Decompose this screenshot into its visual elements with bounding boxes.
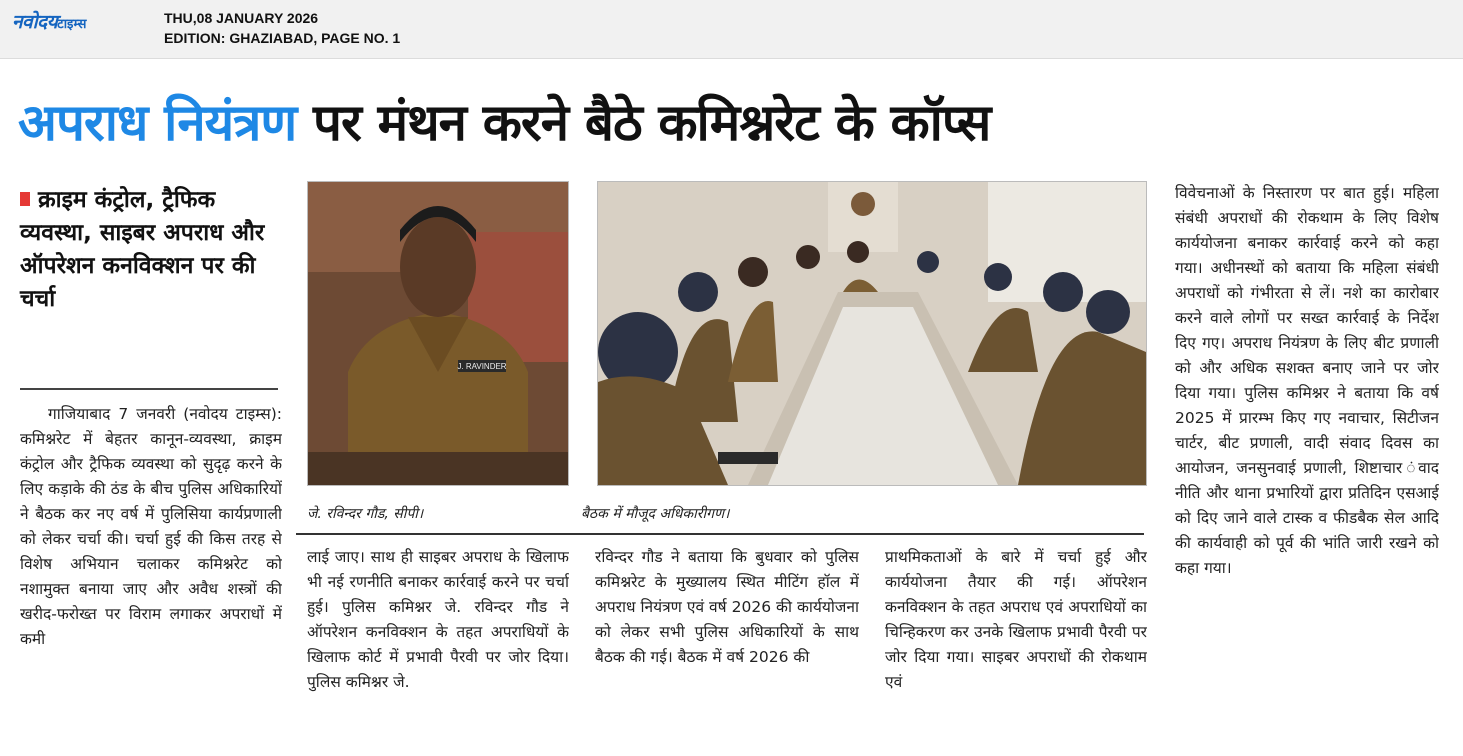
red-square-icon xyxy=(20,192,30,206)
commissioner-photo-illustration xyxy=(308,182,568,485)
edition-page: EDITION: GHAZIABAD, PAGE NO. 1 xyxy=(164,30,401,46)
article-column-3: रविन्दर गौड ने बताया कि बुधवार को पुलिस कमिश्नरेट के मुख्यालय स्थित मीटिंग हॉल में अपराध नियंत्रण एवं वर्ष 2026 की कार्ययोजना को लेकर सभी पुलिस अधिकारियों के साथ बैठक की गई। बैठक में वर्ष 2026 की xyxy=(595,548,859,666)
logo-sub: टाइम्स xyxy=(57,17,87,32)
photo2-caption: बैठक में मौजूद अधिकारीगण। xyxy=(581,506,730,522)
name-badge: J. RAVINDER xyxy=(457,362,507,371)
edition-info xyxy=(164,8,400,48)
commissioner-photo xyxy=(307,181,569,486)
masthead-bar xyxy=(0,0,1463,59)
headline-rest: पर मंथन करने बैठे कमिश्नरेट के कॉप्स xyxy=(296,94,991,153)
meeting-photo-illustration xyxy=(598,182,1146,485)
issue-date: THU,08 JANUARY 2026 xyxy=(164,10,319,26)
article-column-4: प्राथमिकताओं के बारे में चर्चा हुई और कार्ययोजना तैयार की गई। ऑपरेशन कनविक्शन के तहत अपराध एवं अपराधियों का चिन्हिकरण कर उनके खिलाफ प्रभावी पैरवी पर जोर दिया गया। साइबर अपराधों की रोकथाम एवं xyxy=(885,548,1147,691)
deck-divider xyxy=(20,388,278,390)
section-rule xyxy=(296,533,1144,535)
headline-highlight: अपराध नियंत्रण xyxy=(18,94,297,153)
meeting-photo xyxy=(597,181,1147,486)
logo-main: नवोदय xyxy=(12,11,58,33)
article-column-1: गाजियाबाद 7 जनवरी (नवोदय टाइम्स): कमिश्नरेट में बेहतर कानून-व्यवस्था, क्राइम कंट्रोल और ट्रैफिक व्यवस्था को सुदृढ़ करने के लिए कड़ाके की ठंड के बीच पुलिस अधिकारियों ने बैठक कर नए वर्ष में पुलिसिया कार्यप्रणाली को लेकर चर्चा की। चर्चा हुई की किस तरह से विशेष अभियान चलाकर कमिश्नरेट को नशामुक्त बनाया जाए और अवैध शस्त्रों की खरीद-फरोख्त पर विराम लगाकर अपराधों में कमी xyxy=(20,405,282,648)
article-column-2: लाई जाए। साथ ही साइबर अपराध के खिलाफ भी नई रणनीति बनाकर कार्रवाई करने पर चर्चा हुई। पुलिस कमिश्नर जे. रविन्दर गौड ने ऑपरेशन कनविक्शन के तहत अपराधियों के खिलाफ कोर्ट में प्रभावी पैरवी पर जोर दिया। पुलिस कमिश्नर जे. xyxy=(307,548,569,691)
article-headline xyxy=(18,84,990,164)
deck-text: क्राइम कंट्रोल, ट्रैफिक व्यवस्था, साइबर अपराध और ऑपरेशन कनविक्शन पर की चर्चा xyxy=(20,187,265,312)
newspaper-logo[interactable] xyxy=(12,8,86,34)
article-deck xyxy=(20,184,284,316)
article-column-5: विवेचनाओं के निस्तारण पर बात हुई। महिला संबंधी अपराधों की रोकथाम के लिए विशेष कार्ययोजना बनाकर कार्रवाई करने को कहा गया। अधीनस्थों को बताया कि महिला संबंधी अपराधों को गंभीरता से लें। नशे का कारोबार करने वाले लोगों पर सख्त कार्रवाई के निर्देश दिए गए। अपराध नियंत्रण के लिए बीट प्रणाली को और अधिक सशक्त बनाए जाने पर जोर दिया गया। पुलिस कमिश्नर ने बताया कि वर्ष 2025 में प्रारम्भ किए गए नवाचार, सिटीजन चार्टर, बीट प्रणाली, वादी संवाद दिवस का आयोजन, जनसुनवाई प्रणाली, शिष्टाचार ंवाद नीति और थाना प्रभारियों द्वारा प्रतिदिन एसआई को दिए जाने वाले टास्क व फीडबैक सेल आदि की कार्यवाही को पूर्व की भांति जारी रखने को कहा गया। xyxy=(1175,184,1439,577)
photo1-caption: जे. रविन्दर गौड, सीपी। xyxy=(307,506,424,522)
